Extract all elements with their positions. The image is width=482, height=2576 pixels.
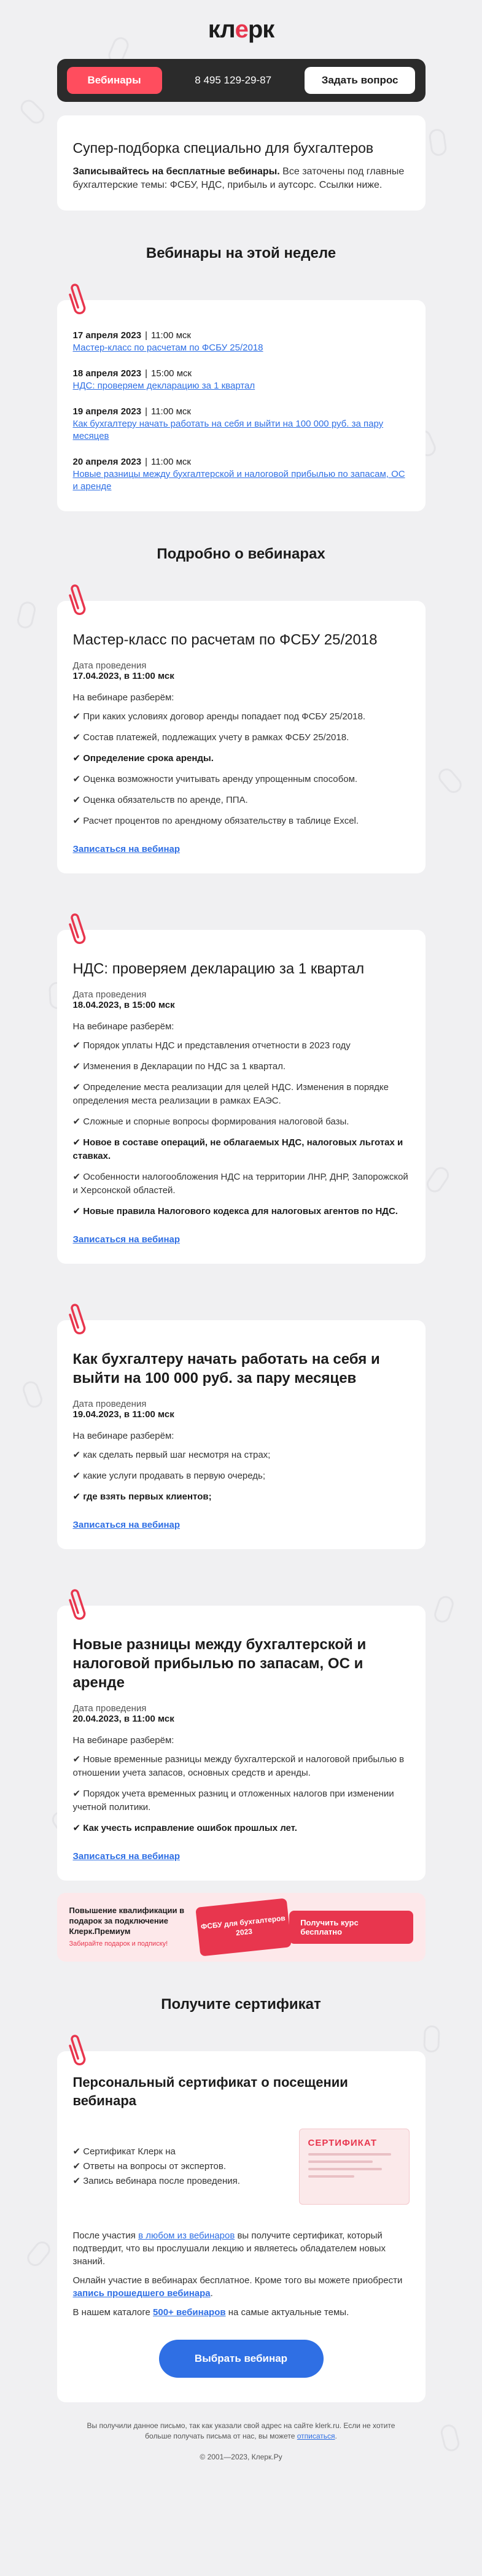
cert-paragraph-2 bbox=[73, 2274, 410, 2300]
week-list-item bbox=[73, 368, 410, 392]
cert-list-item: ✔ Запись вебинара после проведения. bbox=[72, 2176, 240, 2186]
week-item-datetime bbox=[73, 406, 410, 418]
register-link[interactable]: Записаться на вебинар bbox=[72, 1520, 181, 1530]
webinar-date: 17.04.2023, в 11:00 мск bbox=[72, 671, 174, 681]
background-clip-icon bbox=[15, 600, 37, 630]
cert-paragraph-1 bbox=[73, 2229, 410, 2268]
week-item-datetime bbox=[73, 368, 410, 380]
background-clip-icon bbox=[435, 765, 465, 796]
date-label: Дата проведения bbox=[72, 1703, 147, 1714]
background-clip-icon bbox=[21, 1379, 45, 1410]
agenda-item: ✔ При каких условиях договор аренды попадает под ФСБУ 25/2018. bbox=[72, 711, 366, 722]
choose-webinar-button[interactable]: Выбрать вебинар bbox=[159, 2340, 324, 2378]
details-section-title: Подробно о вебинарах bbox=[157, 546, 325, 562]
week-item-time: 15:00 мск bbox=[150, 368, 192, 379]
week-list bbox=[73, 330, 410, 493]
agenda-item: ✔ Особенности налогообложения НДС на территории ЛНР, ДНР, Запорожской и Херсонской областей. bbox=[72, 1172, 408, 1196]
background-clip-icon bbox=[428, 128, 448, 157]
week-item-datetime bbox=[73, 456, 410, 468]
agenda-item: ✔ где взять первых клиентов; bbox=[72, 1491, 212, 1502]
ask-question-button[interactable]: Задать вопрос bbox=[305, 67, 416, 94]
promo-banner[interactable] bbox=[57, 1893, 426, 1962]
paperclip-icon bbox=[66, 581, 93, 619]
intro-card bbox=[57, 115, 426, 211]
week-item-time: 11:00 мск bbox=[150, 457, 191, 467]
week-card bbox=[57, 300, 426, 511]
cert-p3-text: В нашем каталоге bbox=[72, 2307, 154, 2318]
week-item-link[interactable]: Новые разницы между бухгалтерской и налоговой прибылью по запасам, ОС и аренде bbox=[72, 469, 405, 492]
klerk-logo[interactable] bbox=[57, 0, 426, 59]
footer-text bbox=[57, 2402, 426, 2442]
certificate-image bbox=[299, 2129, 410, 2205]
week-item-date: 20 апреля 2023 bbox=[72, 457, 142, 467]
webinar-block bbox=[57, 581, 426, 873]
phone-number[interactable]: 8 495 129-29-87 bbox=[195, 74, 272, 86]
logo-text-accent: е bbox=[235, 15, 248, 43]
week-item-time: 11:00 мск bbox=[150, 406, 191, 417]
webinar-title: НДС: проверяем декларацию за 1 квартал bbox=[72, 961, 365, 977]
agenda-item: ✔ Оценка обязательств по аренде, ППА. bbox=[72, 795, 248, 805]
intro-text bbox=[73, 165, 410, 192]
cert-p2-tail: . bbox=[210, 2288, 213, 2299]
cert-list bbox=[73, 2145, 240, 2189]
agenda-item: ✔ Новые правила Налогового кодекса для налоговых агентов по НДС. bbox=[72, 1206, 398, 1216]
agenda-label: На вебинаре разберём: bbox=[72, 1021, 174, 1032]
any-webinar-link[interactable]: в любом из вебинаров bbox=[138, 2230, 235, 2241]
agenda-item: ✔ какие услуги продавать в первую очередь; bbox=[72, 1471, 266, 1481]
webinar-date: 19.04.2023, в 11:00 мск bbox=[72, 1409, 174, 1420]
certificate-image-title: СЕРТИФИКАТ bbox=[308, 2138, 378, 2148]
agenda-item: ✔ Состав платежей, подлежащих учету в рамках ФСБУ 25/2018. bbox=[72, 732, 349, 743]
webinar-card bbox=[57, 601, 426, 873]
copyright: © 2001—2023, Клерк.Ру bbox=[200, 2453, 282, 2461]
webinar-date: 20.04.2023, в 11:00 мск bbox=[72, 1714, 174, 1724]
week-item-date: 17 апреля 2023 bbox=[72, 330, 142, 341]
background-clip-icon bbox=[424, 1164, 452, 1195]
separator: | bbox=[145, 406, 147, 417]
cert-card bbox=[57, 2051, 426, 2402]
catalog-link[interactable]: 500+ вебинаров bbox=[153, 2307, 226, 2318]
intro-title: Супер-подборка специально для бухгалтеров bbox=[72, 140, 374, 156]
cert-title: Персональный сертификат о посещении вебинара bbox=[72, 2075, 348, 2108]
agenda-item: ✔ Изменения в Декларации по НДС за 1 квартал. bbox=[72, 1061, 286, 1072]
agenda-item: ✔ Определение срока аренды. bbox=[72, 753, 214, 764]
cert-p3-tail: на самые актуальные темы. bbox=[225, 2307, 349, 2318]
week-item-time: 11:00 мск bbox=[150, 330, 191, 341]
background-clip-icon bbox=[439, 2423, 461, 2453]
cert-paragraph-3 bbox=[73, 2306, 410, 2319]
agenda-label: На вебинаре разберём: bbox=[72, 1735, 174, 1746]
paperclip-icon bbox=[66, 1301, 93, 1339]
week-item-date: 19 апреля 2023 bbox=[72, 406, 142, 417]
register-link[interactable]: Записаться на вебинар bbox=[72, 1234, 181, 1245]
agenda-item: ✔ Оценка возможности учитывать аренду упрощенным способом. bbox=[72, 774, 358, 784]
week-item-link[interactable]: Мастер-класс по расчетам по ФСБУ 25/2018 bbox=[72, 342, 263, 353]
webinars-button[interactable]: Вебинары bbox=[67, 67, 162, 94]
webinar-block bbox=[57, 1301, 426, 1549]
separator: | bbox=[145, 368, 147, 379]
cert-row bbox=[73, 2129, 410, 2205]
separator: | bbox=[145, 457, 147, 467]
week-item-date: 18 апреля 2023 bbox=[72, 368, 142, 379]
webinar-title: Как бухгалтеру начать работать на себя и выйти на 100 000 руб. за пару месяцев bbox=[72, 1351, 380, 1387]
webinar-card bbox=[57, 1320, 426, 1549]
agenda-item: ✔ Новые временные разницы между бухгалтерской и налоговой прибылью в отношении учета запасов, основных средств и аренды. bbox=[72, 1754, 405, 1778]
logo-text-end: рк bbox=[247, 15, 274, 43]
background-clip-icon bbox=[24, 2238, 53, 2270]
webinar-block bbox=[57, 1586, 426, 1881]
cert-section-title: Получите сертификат bbox=[161, 1996, 321, 2013]
cert-list-item: ✔ Сертификат Клерк на bbox=[72, 2146, 176, 2157]
cert-p2-text: Онлайн участие в вебинарах бесплатное. Кроме того вы можете приобрести bbox=[72, 2275, 403, 2286]
promo-subtitle: Забирайте подарок и подписку! bbox=[69, 1940, 168, 1947]
logo-text-start: кл bbox=[208, 15, 235, 43]
intro-bold: Записывайтесь на бесплатные вебинары. bbox=[72, 166, 280, 177]
week-list-item bbox=[73, 456, 410, 493]
webinar-title: Новые разницы между бухгалтерской и налоговой прибылью по запасам, ОС и аренде bbox=[72, 1636, 367, 1691]
webinar-card bbox=[57, 1606, 426, 1881]
webinar-date: 18.04.2023, в 15:00 мск bbox=[72, 1000, 175, 1010]
agenda-item: ✔ Новое в составе операций, не облагаемых НДС, налоговых льготах и ставках. bbox=[72, 1137, 403, 1161]
paperclip-icon bbox=[66, 1586, 93, 1624]
webinar-title: Мастер-класс по расчетам по ФСБУ 25/2018 bbox=[72, 632, 378, 648]
agenda-label: На вебинаре разберём: bbox=[72, 692, 174, 703]
promo-button[interactable]: Получить курс бесплатно bbox=[289, 1911, 413, 1944]
agenda-item: ✔ Как учесть исправление ошибок прошлых лет. bbox=[72, 1823, 297, 1833]
webinar-cards bbox=[57, 581, 426, 1881]
week-section-title: Вебинары на этой неделе bbox=[146, 245, 336, 261]
agenda-item: ✔ Расчет процентов по арендному обязательству в таблице Excel. bbox=[72, 816, 359, 826]
week-item-link[interactable]: Как бухгалтеру начать работать на себя и выйти на 100 000 руб. за пару месяцев bbox=[72, 419, 384, 441]
agenda-item: ✔ Определение места реализации для целей НДС. Изменения в порядке определения места реализации в рамках ЕАЭС. bbox=[72, 1082, 389, 1106]
webinar-card bbox=[57, 930, 426, 1264]
webinar-block bbox=[57, 910, 426, 1264]
week-item-link[interactable]: НДС: проверяем декларацию за 1 квартал bbox=[72, 381, 255, 391]
background-clip-icon bbox=[432, 1594, 456, 1625]
date-label: Дата проведения bbox=[72, 660, 147, 671]
paperclip-icon bbox=[66, 2032, 93, 2070]
cert-p1-text: После участия bbox=[72, 2230, 139, 2241]
agenda-item: ✔ Сложные и спорные вопросы формирования налоговой базы. bbox=[72, 1116, 349, 1127]
agenda-item: ✔ как сделать первый шаг несмотря на страх; bbox=[72, 1450, 271, 1460]
intro-body: Все заточены под главные бухгалтерские темы: ФСБУ, НДС, прибыль и аутсорс. Ссылки ниже. bbox=[72, 166, 405, 190]
register-link[interactable]: Записаться на вебинар bbox=[72, 844, 181, 854]
unsubscribe-link[interactable]: отписаться bbox=[297, 2432, 335, 2440]
cert-p1-tail: вы получите сертификат, который подтвердит, что вы прослушали лекцию и являетесь обладателем новых знаний. bbox=[72, 2230, 386, 2267]
promo-artwork: ФСБУ для бухгалтеров 2023 bbox=[195, 1898, 292, 1956]
promo-text bbox=[69, 1905, 185, 1949]
agenda-label: На вебинаре разберём: bbox=[72, 1431, 174, 1441]
recording-link[interactable]: запись прошедшего вебинара bbox=[72, 2288, 211, 2299]
cert-list-item: ✔ Ответы на вопросы от экспертов. bbox=[72, 2161, 227, 2172]
week-list-item bbox=[73, 330, 410, 354]
background-clip-icon bbox=[17, 96, 47, 126]
week-item-datetime bbox=[73, 330, 410, 342]
agenda-item: ✔ Порядок уплаты НДС и представления отчетности в 2023 году bbox=[72, 1040, 351, 1051]
top-bar bbox=[57, 59, 426, 102]
paperclip-icon bbox=[66, 280, 93, 319]
footer-end: . bbox=[335, 2432, 337, 2440]
background-clip-icon bbox=[423, 2025, 440, 2053]
agenda-item: ✔ Порядок учета временных разниц и отложенных налогов при изменении учетной политики. bbox=[72, 1789, 394, 1812]
date-label: Дата проведения bbox=[72, 989, 147, 1000]
paperclip-icon bbox=[66, 910, 93, 948]
date-label: Дата проведения bbox=[72, 1399, 147, 1409]
week-list-item bbox=[73, 406, 410, 443]
footer-body: Вы получили данное письмо, так как указали свой адрес на сайте klerk.ru. Если не хотите больше получать письма от нас, вы можете bbox=[87, 2421, 395, 2440]
promo-title: Повышение квалификации в подарок за подключение Клерк.Премиум bbox=[69, 1906, 185, 1936]
register-link[interactable]: Записаться на вебинар bbox=[72, 1851, 181, 1862]
separator: | bbox=[145, 330, 147, 341]
